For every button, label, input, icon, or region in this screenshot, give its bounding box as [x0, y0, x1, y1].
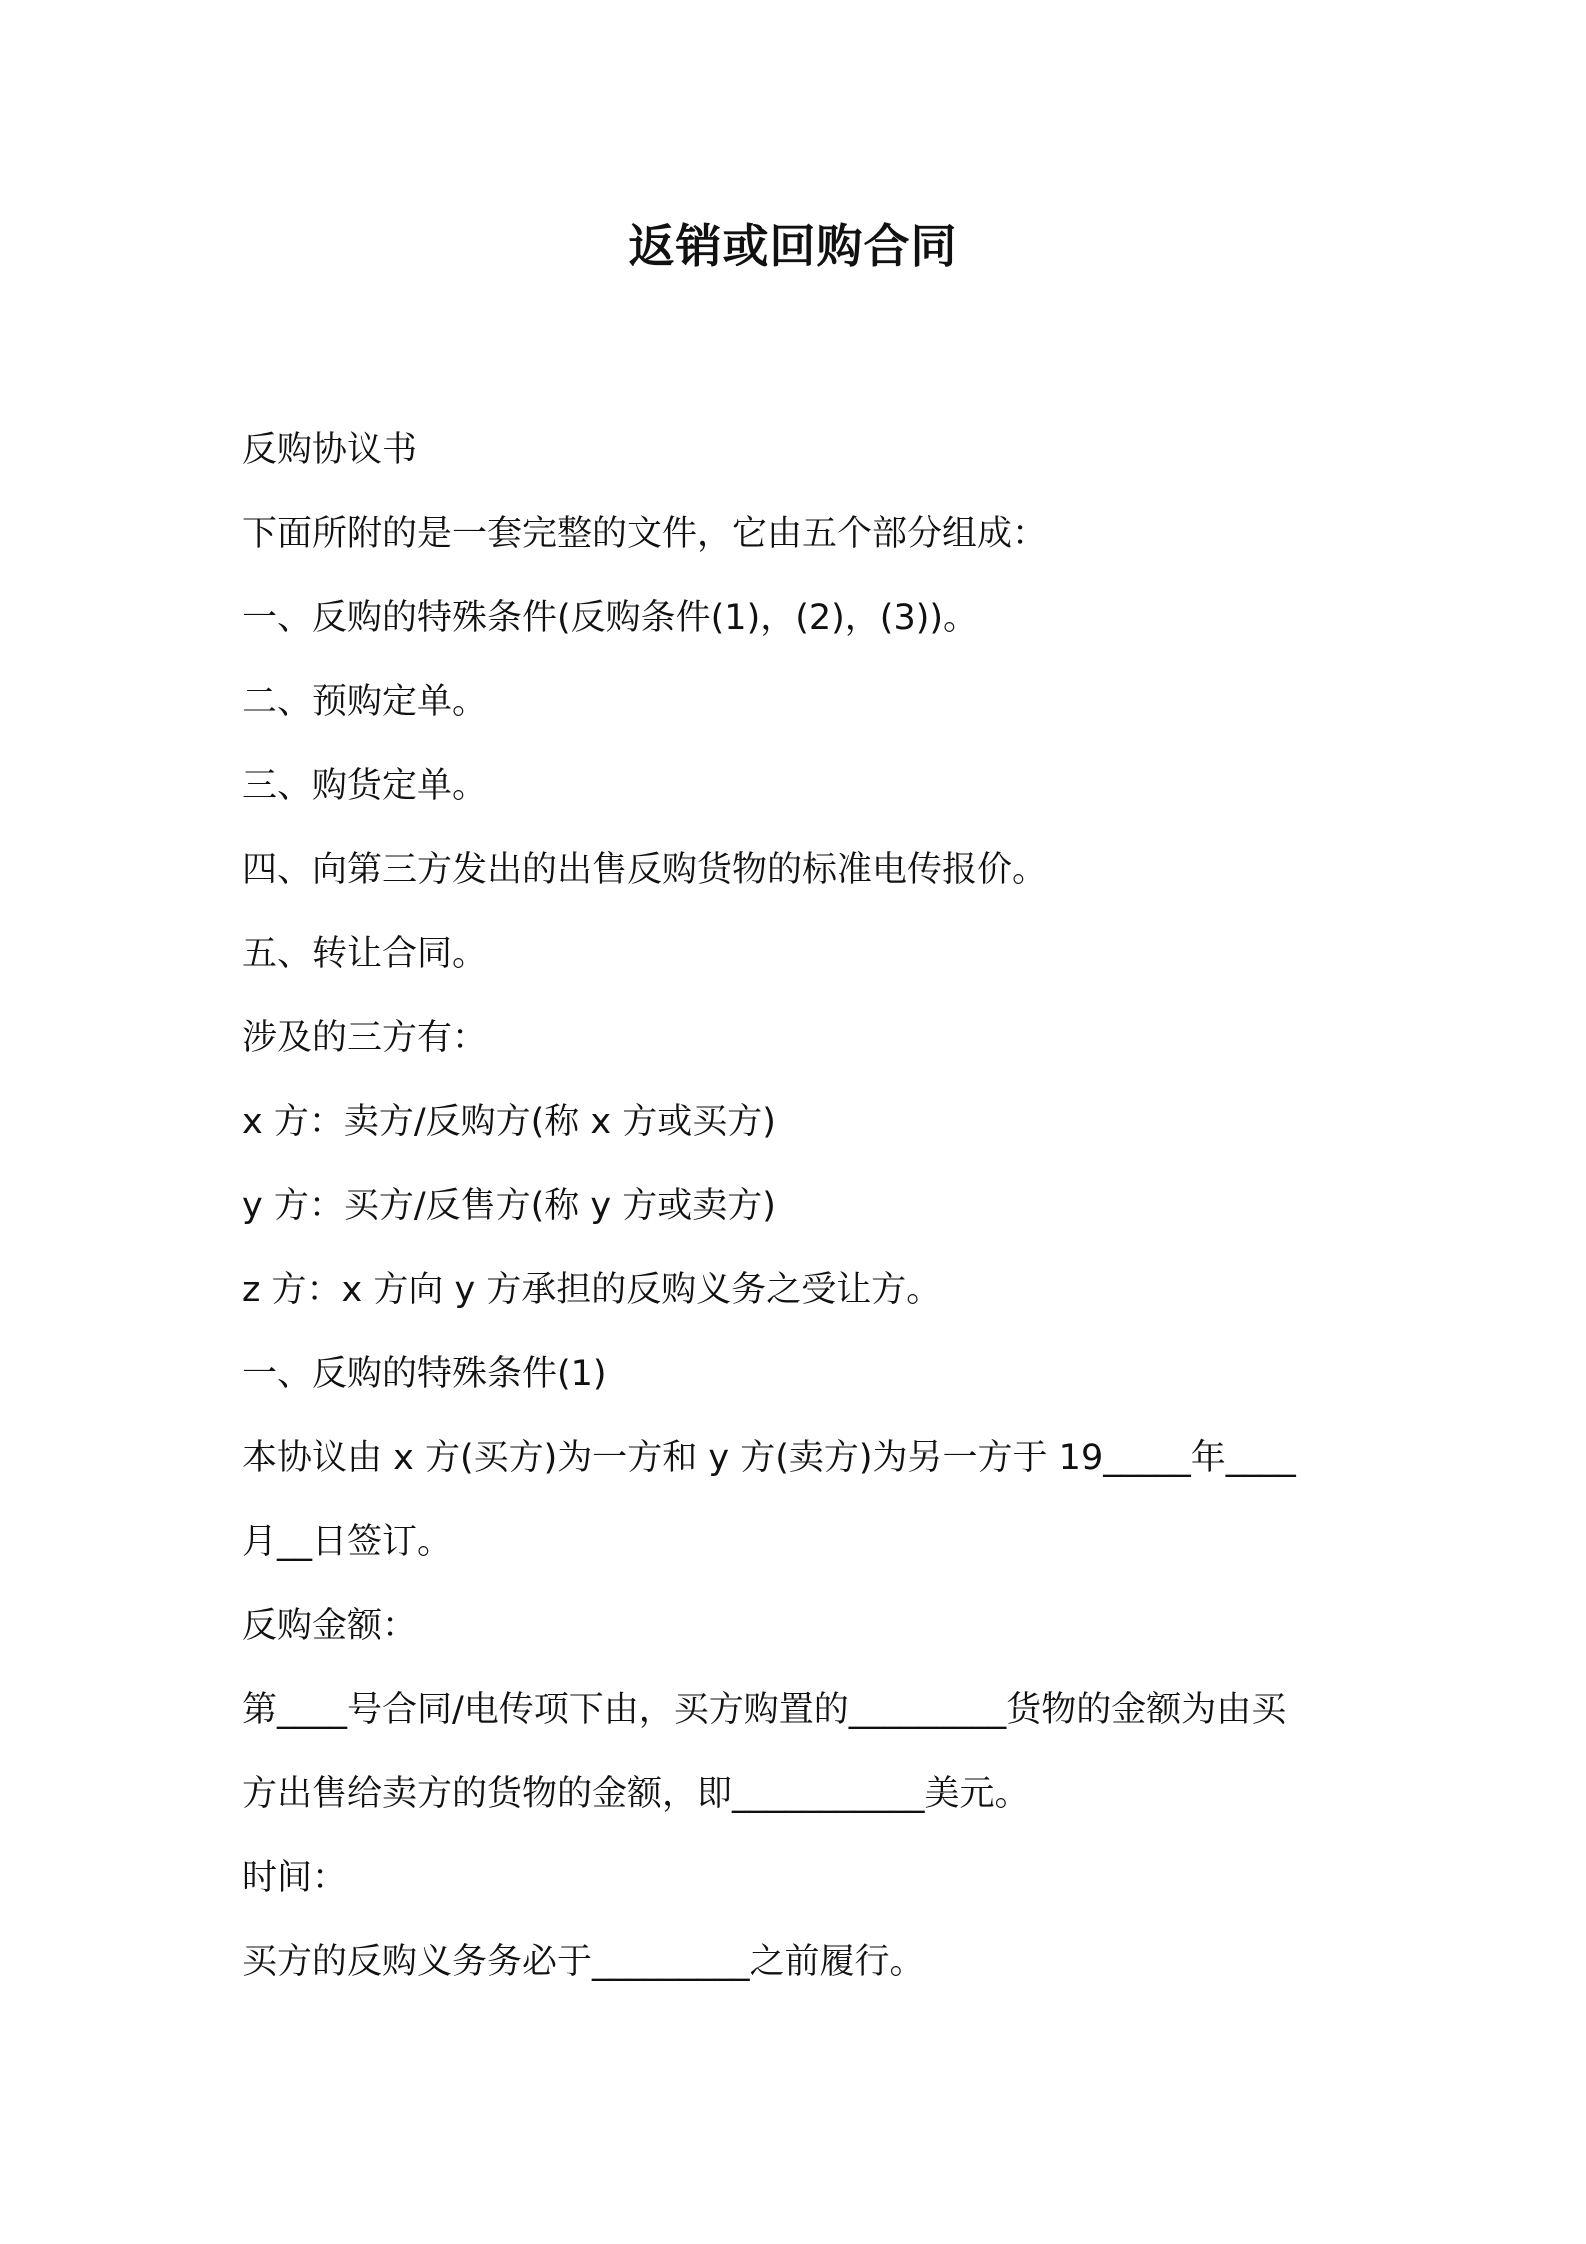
paragraph-signing-line-2: 月__日签订。	[242, 1522, 453, 1562]
paragraph-part-1: 一、反购的特殊条件(反购条件(1)，(2)，(3))。	[242, 598, 979, 638]
paragraph-amount-line-2: 方出售给卖方的货物的金额，即___________美元。	[242, 1774, 1030, 1814]
paragraph-intro: 下面所附的是一套完整的文件，它由五个部分组成：	[242, 514, 1048, 554]
paragraph-section-1-heading: 一、反购的特殊条件(1)	[242, 1354, 607, 1394]
paragraph-amount-heading: 反购金额：	[242, 1606, 418, 1646]
paragraph-time-line: 买方的反购义务务必于_________之前履行。	[242, 1942, 925, 1982]
paragraph-parties-heading: 涉及的三方有：	[242, 1018, 488, 1058]
paragraph-amount-line-1: 第____号合同/电传项下由，买方购置的_________货物的金额为由买	[242, 1690, 1287, 1730]
document-title: 返销或回购合同	[628, 219, 958, 273]
document-body	[242, 408, 1367, 2004]
paragraph-time-heading: 时间：	[242, 1858, 348, 1898]
paragraph-party-z: z 方：x 方向 y 方承担的反购义务之受让方。	[242, 1270, 942, 1310]
paragraph-signing-line-1: 本协议由 x 方(买方)为一方和 y 方(卖方)为另一方于 19_____年____	[242, 1438, 1296, 1478]
paragraph-party-x: x 方：卖方/反购方(称 x 方或买方)	[242, 1102, 776, 1142]
paragraph-part-4: 四、向第三方发出的出售反购货物的标准电传报价。	[242, 850, 1048, 890]
paragraph-part-3: 三、购货定单。	[242, 766, 488, 806]
paragraph-party-y: y 方：买方/反售方(称 y 方或卖方)	[242, 1186, 776, 1226]
paragraph-agreement-heading: 反购协议书	[242, 430, 418, 470]
paragraph-part-5: 五、转让合同。	[242, 934, 488, 974]
paragraph-part-2: 二、预购定单。	[242, 682, 488, 722]
